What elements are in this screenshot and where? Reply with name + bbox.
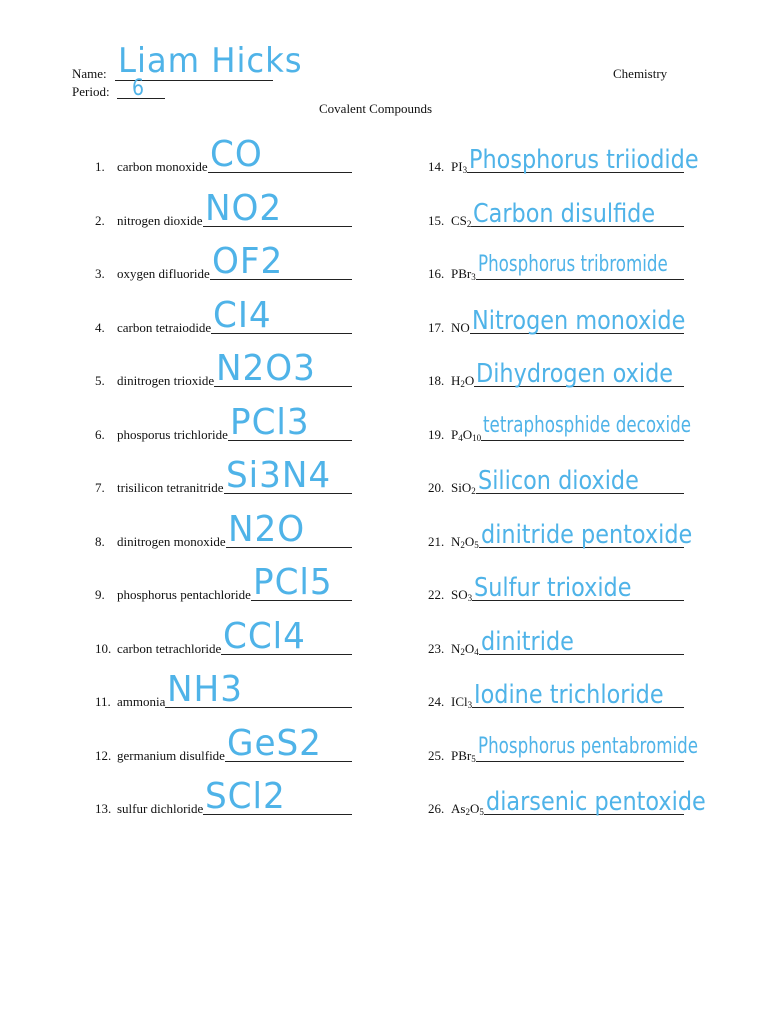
formula-symbol: SO [451,587,468,602]
handwritten-answer[interactable]: Phosphorus tribromide [477,252,668,277]
compound-formula [451,748,476,764]
formula-symbol: PBr [451,748,472,763]
handwritten-answer[interactable]: N2O [227,509,305,550]
handwritten-answer[interactable]: dinitride pentoxide [480,520,693,550]
handwritten-answer[interactable]: NO2 [204,188,282,229]
compound-formula [451,587,472,603]
formula-symbol: O [464,373,475,388]
compound-name: phosphorus pentachloride [117,587,251,602]
handwritten-answer[interactable]: CI4 [213,295,272,336]
question-number: 6. [95,427,105,442]
formula-symbol: O [462,427,473,442]
question-number: 11. [95,694,111,709]
formula-subscript: 3 [462,165,468,175]
question-number: 15. [428,213,445,228]
compound-name: carbon tetrachloride [117,641,222,656]
compound-formula [451,213,471,229]
question-number: 13. [95,801,112,816]
question-number: 2. [95,213,105,228]
compound-formula [451,266,476,282]
handwritten-answer[interactable]: PCl5 [252,562,333,603]
handwritten-answer[interactable]: Dihydrogen oxide [476,359,674,389]
formula-subscript: 2 [460,647,465,657]
compound-formula [451,694,472,710]
compound-formula [451,427,481,443]
formula-subscript: 5 [474,540,479,550]
question-number: 14. [428,159,445,174]
question-number: 24. [428,694,445,709]
formula-symbol: ICl [451,694,468,709]
question-number: 20. [428,480,445,495]
question-number: 1. [95,159,105,174]
formula-symbol: N [451,534,461,549]
formula-symbol: O [464,534,475,549]
question-number: 26. [428,801,445,816]
formula-symbol: PBr [451,266,472,281]
handwritten-answer[interactable]: dinitride [480,627,574,657]
formula-subscript: 2 [460,379,465,389]
compound-name: carbon tetraiodide [117,320,212,335]
compound-name: germanium disulfide [117,748,225,763]
formula-subscript: 4 [458,433,463,443]
formula-symbol: As [451,801,466,816]
question-number: 19. [428,427,445,442]
question-number: 23. [428,641,445,656]
worksheet-title: Covalent Compounds [319,101,433,116]
period-label: Period: [72,84,110,99]
subject-label: Chemistry [613,66,668,81]
period-handwritten[interactable]: 6 [132,76,145,101]
formula-symbol: O [469,801,480,816]
compound-name: dinitrogen trioxide [117,373,215,388]
handwritten-answer[interactable]: N2O3 [216,348,316,389]
compound-name: trisilicon tetranitride [117,480,224,495]
handwritten-answer[interactable]: Phosphorus triiodide [469,145,699,175]
compound-formula [451,801,484,817]
formula-subscript: 3 [471,272,476,282]
question-number: 5. [95,373,105,388]
question-number: 12. [95,748,112,763]
question-number: 21. [428,534,445,549]
formula-symbol: PI [451,159,463,174]
question-number: 8. [95,534,105,549]
handwritten-answer[interactable]: tetraphosphide decoxide [483,413,692,438]
formula-subscript: 3 [467,700,473,710]
question-number: 3. [95,266,105,281]
formula-subscript: 2 [465,807,470,817]
formula-symbol: P [451,427,459,442]
formula-subscript: 2 [460,540,465,550]
handwritten-answer[interactable]: Nitrogen monoxide [471,306,686,336]
handwritten-answer[interactable]: SCl2 [205,776,286,817]
question-number: 25. [428,748,445,763]
question-number: 9. [95,587,105,602]
compound-name: oxygen difluoride [117,266,210,281]
formula-symbol: H [451,373,461,388]
formula-symbol: SiO [451,480,472,495]
name-label: Name: [72,66,107,81]
handwritten-answer[interactable]: OF2 [211,241,284,282]
handwritten-answer[interactable]: diarsenic pentoxide [485,787,706,817]
handwritten-answer[interactable]: NH3 [167,669,244,710]
handwritten-answer[interactable]: Phosphorus pentabromide [477,734,698,759]
question-number: 22. [428,587,445,602]
compound-formula [451,159,467,175]
handwritten-answer[interactable]: CO [209,134,263,175]
handwritten-answer[interactable]: Iodine trichloride [474,680,664,710]
compound-name: sulfur dichloride [117,801,204,816]
question-number: 17. [428,320,445,335]
compound-formula [451,320,470,336]
compound-name: dinitrogen monoxide [117,534,226,549]
formula-symbol: NO [451,320,470,335]
handwritten-answer[interactable]: Silicon dioxide [477,466,639,496]
handwritten-answer[interactable]: PCl3 [229,402,310,443]
compound-name: nitrogen dioxide [117,213,203,228]
compound-formula [451,534,479,550]
formula-subscript: 2 [471,486,476,496]
question-number: 7. [95,480,105,495]
student-name-handwritten[interactable]: Liam Hicks [118,41,303,81]
question-number: 4. [95,320,105,335]
question-number: 18. [428,373,445,388]
handwritten-answer[interactable]: GeS2 [226,723,322,764]
formula-subscript: 5 [479,807,484,817]
formula-subscript: 10 [472,433,482,443]
question-number: 10. [95,641,112,656]
compound-formula [451,641,479,657]
compound-formula [451,373,474,389]
handwritten-answer[interactable]: Si3N4 [225,455,331,496]
formula-subscript: 5 [471,754,476,764]
formula-subscript: 2 [466,219,472,229]
formula-subscript: 4 [474,647,479,657]
answer-line [476,279,684,280]
compound-name: carbon monoxide [117,159,208,174]
answer-line [481,440,684,441]
handwritten-answer[interactable]: CCl4 [223,616,307,657]
formula-symbol: O [464,641,475,656]
handwritten-answer[interactable]: Sulfur trioxide [474,573,632,603]
answer-line [476,761,684,762]
formula-subscript: 3 [467,593,473,603]
compound-name: ammonia [117,694,166,709]
formula-symbol: CS [451,213,467,228]
handwritten-answer[interactable]: Carbon disulfide [473,199,656,229]
compound-formula [451,480,476,496]
compound-name: phosporus trichloride [117,427,228,442]
formula-symbol: N [451,641,461,656]
question-number: 16. [428,266,445,281]
